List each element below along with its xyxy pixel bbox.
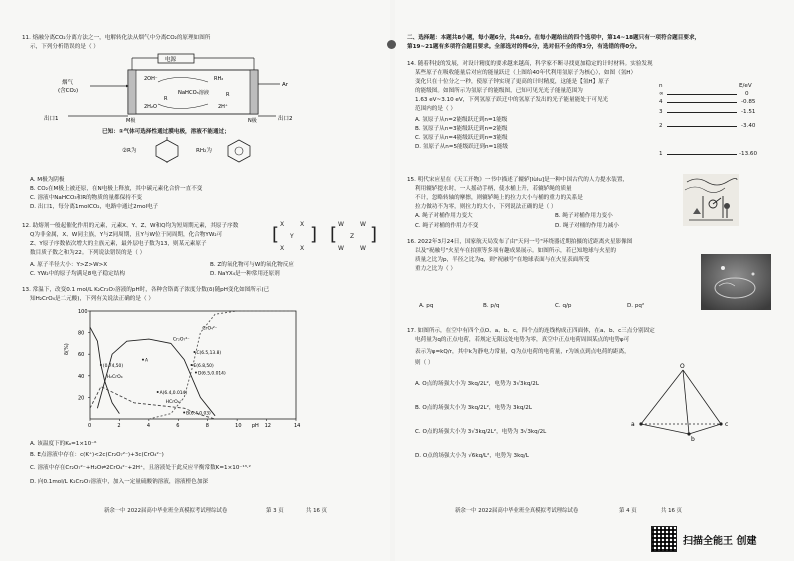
q14-stem-line5: 1.63 eV~3.10 eV，下列氢原子跃迁中的氢原子发出的光子能量能处于可见光 [415,97,609,103]
q13-option-d: D. 向0.1mol/L K₂Cr₂O₇溶液中，加入一定量硫酸钠溶液，溶液橙色加深 [30,479,209,485]
right-page [395,0,794,561]
q14-stem-line2: 某些原子在吸收能量后对应的能量跃迁（上图给40年代利用氢原子为核心），如图（氢H） [415,70,637,76]
q12-structure-formula [270,216,380,256]
n-header: n [659,83,663,89]
q12-option-d: D. NaYX₄是一种常用还原剂 [210,271,280,277]
annotation-label: A [144,358,148,364]
level-n: ∞ [659,91,664,97]
q12-option-b: B. Z的氧化物可与W的氧化物反应 [210,262,294,268]
left-footer-total: 共 16 页 [306,508,328,514]
q14-stem-line3: 变化只在十位分之一秒，使原子钟实现了更高的计时精度，这能是【氢H】原子 [415,79,610,85]
q11-option-d: D. 出口1，每分离1molCO₂，电路中通过2mol电子 [30,204,159,210]
left-footer-page: 第 3 页 [266,508,284,514]
y-tick-label: 100 [78,309,88,315]
vertex-o: O [680,363,685,370]
flue-gas-sub: (含CO₂) [58,88,79,94]
q17-stem-line3: 表示为φ=kQ/r，其中k为静电力常量，Q为点电荷的电荷量，r为该点到点电荷的距离， [415,349,630,355]
q14-stem-line4: 的能级图。如图所示为氢原子的能级图，已知可见光光子能量范围为 [415,88,583,94]
right-footer-page: 第 4 页 [619,508,637,514]
q14-option-b: B. 氢原子从n=3能级跃迁到n=2能级 [415,126,508,132]
annotation-point [142,359,144,361]
q16-stem-line2: 以及"祝融号"火星车在拍照等多项有趣成果展示。如图所示，若已知地球与火星的 [415,248,616,254]
svg-text:Z: Z [350,233,355,240]
q16-option-a: A. pq [419,303,434,309]
level-line [667,154,737,155]
ion-label: RH₂ [214,76,224,82]
annotation-point [195,372,197,374]
annotation-point [193,351,195,353]
left-page [0,0,390,561]
svg-text:[: [ [330,224,338,245]
level-line [667,102,737,103]
x-tick-label: 0 [88,423,92,429]
annotation-point [157,391,159,393]
annotation-point [191,364,193,366]
vertex-c: c [725,421,729,428]
vertex-b: b [691,436,695,442]
energy-level-diagram [657,82,777,162]
q12-stem-line1: 12. 助熔剂一般起催化作用的元素，元素X、Y、Z、W和Q均为短周期元素，其原子序数 [22,223,239,229]
series-label: H₂CrO₄ [106,375,123,381]
annotation-label: (0.74,50) [102,364,124,369]
annotation-label: C(6.5,13.8) [196,351,222,357]
n-electrode [250,70,258,114]
svg-text:W: W [338,245,344,252]
right-footer-school: 新余一中 2022届高中毕业班全真模拟考试理综试卷 [455,508,579,514]
q17-option-a: A. O点的场强大小为 3kq/2L²，电势为 3√3kq/2L [415,381,539,387]
x-tick-label: 12 [264,423,271,429]
level-e: -0.85 [741,99,756,105]
q15-stem-line3: 不计，忽略转轴的摩擦，则辘轳绳上的拉力大小与桶的重力的关系是 [415,195,583,201]
annotation-point [183,412,185,414]
q14-option-d: D. 氢原子从n=5能级跃迁到n=1能级 [415,144,508,150]
annotation-label: D(6.5,0.014) [197,371,226,377]
q13-speciation-chart [60,303,310,433]
x-tick-label: 10 [235,423,242,429]
svg-text:[: [ [272,224,280,245]
x-axis-label: pH [251,423,259,429]
annotation-point [100,364,102,366]
q17-stem-line4: 则（ ） [415,360,434,366]
m-electrode [128,70,136,114]
m-label: M极 [126,118,136,124]
q12-stem-line4: 数目质子数之和为22。下列说法错误的是（ ） [30,250,146,256]
ion-label: 2H⁺ [218,104,228,110]
level-n: 1 [659,151,663,157]
q11-known3: RH₂为 [196,148,212,154]
q11-stem-line1: 11. 熔融分离CO₂分离方法之一，电解转化法从烟气中分离CO₂的原理如图所 [22,35,211,41]
hydroquinone-structure [222,137,256,163]
svg-text:Y: Y [290,233,294,240]
x-tick-label: 14 [294,423,301,429]
q13-option-a: A. 该温度下的Kₐ=1×10⁻⁶ [30,441,97,447]
level-n: 4 [659,99,663,105]
annotation-label: A(6.4,0.014) [159,391,188,396]
q11-option-c: C. 溶液中NaHCO₃和R的物质的量都保持不变 [30,195,143,201]
q13-option-b: B. E点溶液中存在：c(K⁺)<2c(Cr₂O₇²⁻)+3c(CrO₄²⁻) [30,452,164,458]
svg-text:W: W [360,221,366,228]
series-line [90,327,119,413]
q17-option-b: B. O点的场强大小为 3kq/2L²，电势为 3kq/2L [415,405,532,411]
q11-known2: ②R为 [122,148,137,154]
q15-option-a: A. 绳子对桶作用力变大 [415,213,473,219]
ion-label: R [164,96,168,102]
outlet2-label: 出口2 [278,116,293,122]
level-e: -13.60 [739,151,758,157]
annotation-label: E(6.8,50) [193,364,214,369]
level-line [667,94,737,95]
x-tick-label: 6 [176,423,180,429]
q11-electrolysis-diagram [40,52,310,124]
x-tick-label: 4 [146,423,151,429]
ion-label: R [226,92,230,98]
q15-stem-line4: 拉力做功不为零，则拉力的大小，下列说法正确的是（ ） [415,204,557,210]
q16-option-b: B. p/q [483,303,500,309]
q13-stem-line2: 知H₂CrO₄是二元酸)，下列有关说法正确的是（ ） [30,296,154,302]
level-e: -1.51 [741,109,756,115]
annotation-label: B(6.4,0.03) [186,411,211,417]
q13-option-c: C. 溶液中存在Cr₂O₇²⁻+H₂O⇌2CrO₄²⁻+2H⁺，且溶液处于此反应平衡常数K=1×10⁻¹³·² [30,465,251,471]
q15-option-d: D. 绳子对桶的作用力减小 [555,223,619,229]
scanner-watermark: 扫描全能王 创建 [683,536,757,547]
ion-label: 2H₂O [144,104,157,110]
q17-stem-line2: 电荷量为q的正点电荷，若规定无限远处电势为零，真空中正点电荷周围某点的电势φ可 [415,337,630,343]
q15-option-c: C. 绳子对桶的作用力不变 [415,223,479,229]
level-n: 2 [659,123,663,129]
q12-option-c: C. YW₂中的原子均满足8电子稳定结构 [30,271,125,277]
q17-stem-line1: 17. 如图所示，在空中有四个点O、a、b、c，四个点的连线构成正四面体，在a、b、c三点分别固定 [407,328,655,334]
q15-stem-line2: 利用辘轳提水时，一人摇动手柄，使水桶上升，若辘轳绳的质量 [415,186,572,192]
q14-option-c: C. 氢原子从n=4能级跃迁到n=3能级 [415,135,508,141]
svg-text:]: ] [370,224,378,245]
level-line [667,126,737,127]
series-label: HCrO₄⁻ [165,400,183,406]
svg-text:W: W [338,221,344,228]
q16-option-d: D. pq² [627,303,645,309]
level-line [667,112,737,113]
q12-stem-line3: Z、Y原子序数依次增大的主族元素，最外层电子数为13，则某元素原子 [30,241,207,247]
power-label: 电源 [165,57,177,63]
argon-label: Ar [282,82,289,88]
vertex-a: a [631,421,635,428]
y-axis-label: δ(%) [64,343,70,355]
q16-stem-line3: 质量之比为p，半径之比为q，则"祝融号"在地球表面与在火星表面所受 [415,257,590,263]
q16-stem-line1: 16. 2022年3月24日，国家航天局发布了由"天问一号"环绕器近期拍摄的近距离火星影像图 [407,239,633,245]
svg-text:]: ] [310,224,318,245]
quinone-structure [150,137,184,163]
svg-text:X: X [300,221,305,228]
q11-option-b: B. CO₂在M极上被还原，在N电极上释放，其中碳元素化合价一直不变 [30,186,203,192]
binding-hole [387,40,396,49]
ion-label: 2OH⁻ [144,76,158,82]
left-footer-school: 新余一中 2022届高中毕业班全真模拟考试理综试卷 [104,508,228,514]
q11-stem-line2: 示，下列分析错误的是（ ） [30,44,99,50]
x-tick-label: 2 [117,423,121,429]
svg-text:X: X [300,245,305,252]
y-tick-label: 60 [78,352,85,359]
q15-option-b: B. 绳子对桶作用力变小 [555,213,613,219]
e-header: E/eV [739,83,752,89]
q13-stem-line1: 13. 常温下，改变0.1 mol/L K₂Cr₂O₇溶液的pH时，各种含铬离子浓度分数(δ)随pH变化如图所示(已 [22,287,270,293]
q11-option-a: A. M极为阴极 [30,177,65,183]
q16-option-c: C. q/p [555,303,572,309]
tetrahedron-diagram [629,362,733,442]
level-n: 3 [659,109,663,115]
right-footer-total: 共 16 页 [661,508,683,514]
q12-option-a: A. 原子半径大小：Y>Z>W>X [30,262,108,268]
windlass-illustration [683,174,739,226]
q11-known1: 已知：①气体可选择性通过膜电极，溶液不能通过； [102,129,230,135]
series-label: Cr₂O₇²⁻ [172,337,190,343]
level-e: 0 [745,91,749,97]
svg-text:X: X [280,221,285,228]
q14-option-a: A. 氢原子从n=2能级跃迁到n=1能级 [415,117,508,123]
n-label: N极 [248,118,257,124]
outlet1-label: 出口1 [44,116,59,122]
q16-stem-line4: 重力之比为（ ） [415,266,456,272]
y-tick-label: 80 [78,330,85,337]
svg-text:W: W [360,245,366,252]
mars-surface-photo [701,254,771,310]
qr-code-icon [651,526,677,552]
y-tick-label: 20 [78,395,85,402]
q17-option-c: C. O点的场强大小为 3√3kq/2L²，电势为 3√3kq/2L [415,429,547,435]
q14-stem-line6: 范围内的是（ ） [415,106,456,112]
series-label: CrO₄²⁻ [202,326,218,332]
flue-gas-label: 烟气 [62,80,74,86]
q12-stem-line2: Q为非金属，X、W同主族，Y与Z同周期，且Y与W位于同周期，化合物YW₂可 [30,232,223,238]
x-tick-label: 8 [205,423,209,429]
section-heading-line1: 二、选择题：本题共8小题，每小题6分，共48分。在每小题给出的四个选项中，第14~18题只有一项符合题目要求， [407,35,701,41]
q15-stem-line1: 15. 明代宋应星在《天工开物》一书中描述了辘轳[lùlu]是一种中国古代的人力提水装置， [407,177,629,183]
solution-label: NaHCO₃溶液 [178,90,210,96]
section-heading-line2: 第19~21题有多项符合题目要求。全部选对的得6分，选对但不全的得3分，有选错的得0分。 [407,44,641,50]
svg-text:X: X [280,245,285,252]
level-e: -3.40 [741,123,756,129]
q17-option-d: D. O点的场强大小为 √6kq/L²，电势为 3kq/L [415,453,529,459]
y-tick-label: 40 [78,373,85,380]
q14-stem-line1: 14. 随着科技的发展，对设计精度的要求越来越高，科学家不断寻找更加稳定的计时材料。实验发现 [407,61,653,67]
